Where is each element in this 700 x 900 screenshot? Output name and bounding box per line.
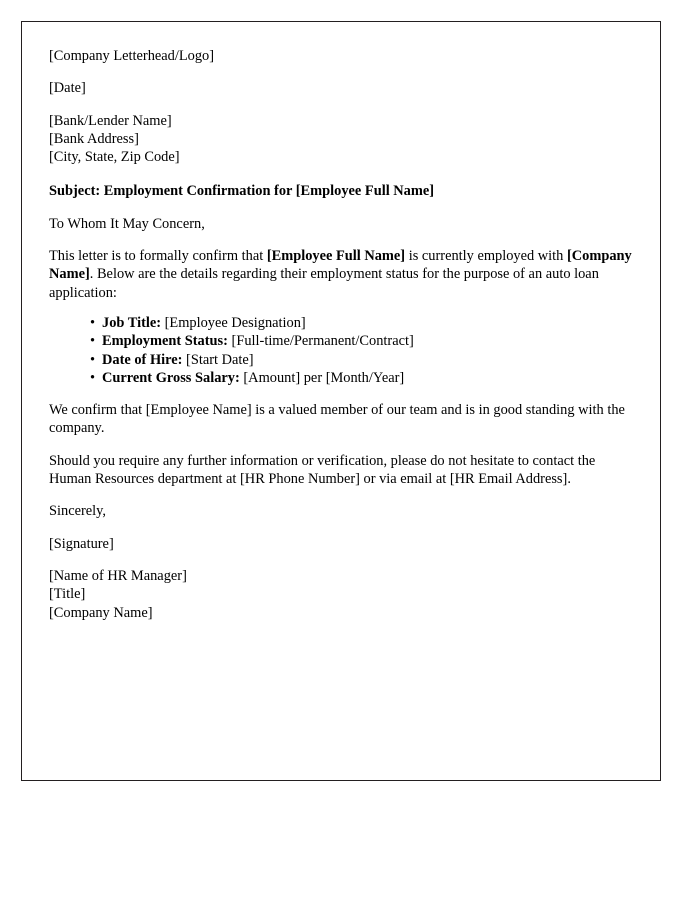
recipient-address-block [49, 112, 638, 167]
detail-value-job-title: [Employee Designation] [161, 314, 306, 331]
salutation: To Whom It May Concern, [49, 215, 205, 232]
closing-salutation: Sincerely, [49, 503, 107, 520]
list-item [90, 332, 638, 350]
confirmation-paragraph: We confirm that [Employee Name] is a valued member of our team and is in good standing with the company. [49, 402, 625, 437]
signature-placeholder: [Signature] [49, 535, 114, 552]
detail-value-gross-salary: [Amount] per [Month/Year] [239, 369, 405, 386]
recipient-name: [Bank/Lender Name] [49, 112, 172, 129]
detail-label-gross-salary: Current Gross Salary: [102, 369, 240, 386]
detail-label-date-of-hire: Date of Hire: [102, 351, 183, 368]
signer-name: [Name of HR Manager] [49, 567, 187, 584]
detail-value-date-of-hire: [Start Date] [182, 351, 254, 368]
detail-label-job-title: Job Title: [102, 314, 162, 331]
employment-details-list [49, 314, 638, 387]
recipient-city-state-zip: [City, State, Zip Code] [49, 149, 180, 166]
signer-company: [Company Name] [49, 604, 153, 621]
list-item [90, 351, 638, 369]
intro-employee-name: [Employee Full Name] [266, 248, 406, 265]
list-item [90, 369, 638, 387]
recipient-address: [Bank Address] [49, 130, 139, 147]
intro-part-1: This letter is to formally confirm that [49, 248, 267, 265]
detail-value-employment-status: [Full-time/Permanent/Contract] [227, 333, 414, 350]
detail-label-employment-status: Employment Status: [102, 333, 228, 350]
signer-title: [Title] [49, 586, 86, 603]
letter-page [21, 21, 661, 781]
intro-part-3: . Below are the details regarding their employment status for the purpose of an auto loan application: [49, 266, 599, 301]
subject-line: Subject: Employment Confirmation for [Employee Full Name] [49, 183, 435, 200]
company-letterhead: [Company Letterhead/Logo] [49, 48, 215, 64]
letter-content [49, 47, 638, 622]
intro-paragraph [49, 247, 638, 302]
letter-date: [Date] [49, 80, 86, 97]
signer-block [49, 567, 638, 622]
intro-company-name: [Company Name] [49, 248, 632, 283]
list-item [90, 314, 638, 332]
intro-part-2: is currently employed with [405, 248, 567, 265]
contact-paragraph: Should you require any further information or verification, please do not hesitate to contact the Human Resources department at [HR Phone Number] or via email at [HR Email Address]. [49, 452, 596, 488]
